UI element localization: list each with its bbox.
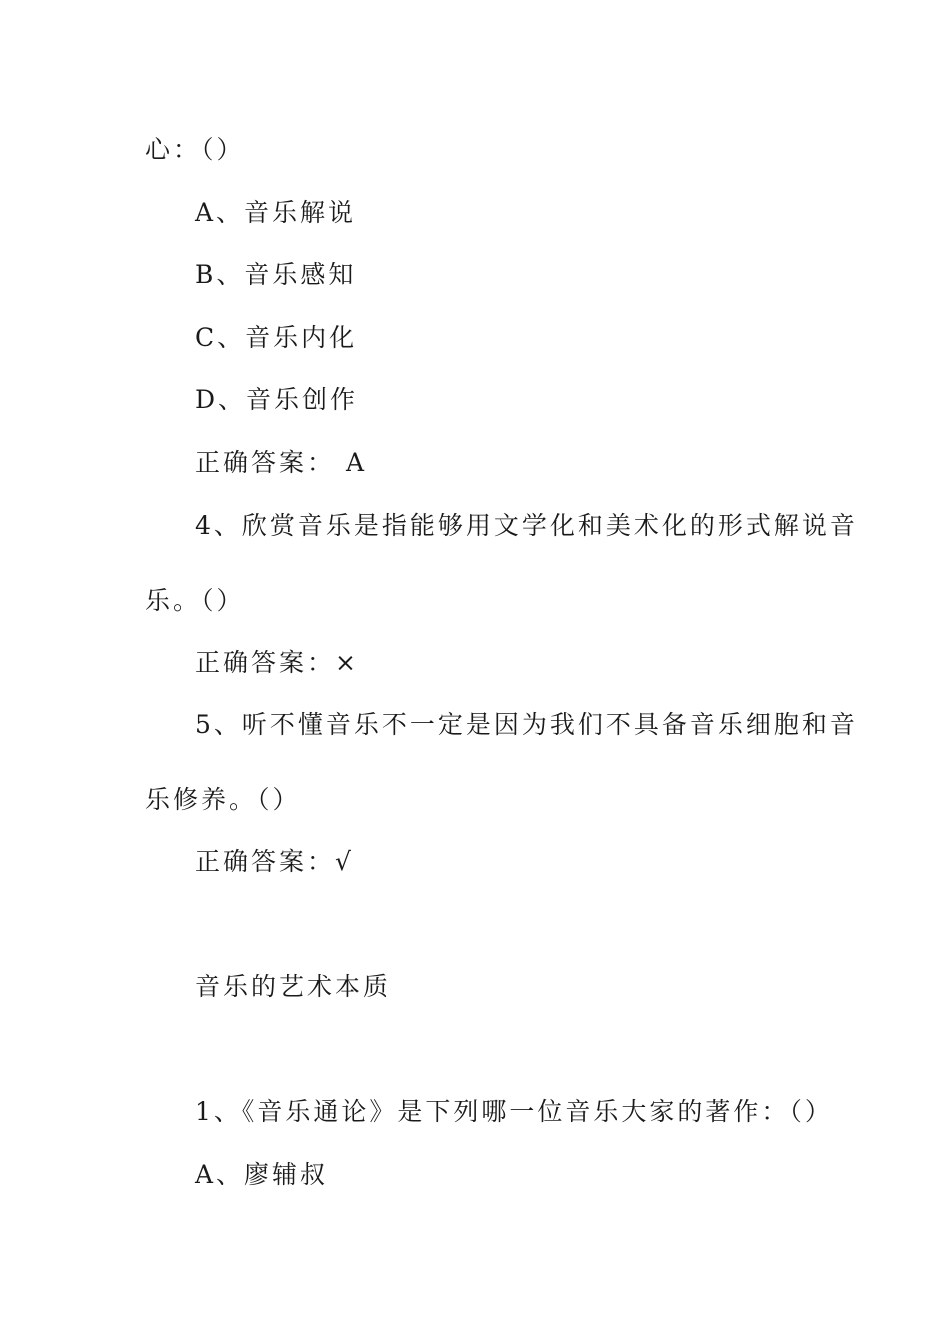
question-4: 4、欣赏音乐是指能够用文学化和美术化的形式解说音 [195,511,858,540]
section-heading: 音乐的艺术本质 [195,972,392,1001]
option-a: A、音乐解说 [195,198,357,227]
answer-line: 正确答案：√ [195,847,354,876]
option-d: D、音乐创作 [195,385,359,414]
question-4-continuation: 乐。（） [145,586,245,615]
question-stem-continuation: 心：（） [145,135,245,164]
question-5: 5、听不懂音乐不一定是因为我们不具备音乐细胞和音 [195,710,858,739]
answer-line: 正确答案：× [195,648,359,677]
question-1: 1、《音乐通论》是下列哪一位音乐大家的著作：（） [195,1097,833,1126]
option-a: A、廖辅叔 [195,1160,329,1189]
option-b: B、音乐感知 [195,260,357,289]
option-c: C、音乐内化 [195,323,358,352]
question-5-continuation: 乐修养。（） [145,785,301,814]
answer-line: 正确答案： A [195,448,368,477]
